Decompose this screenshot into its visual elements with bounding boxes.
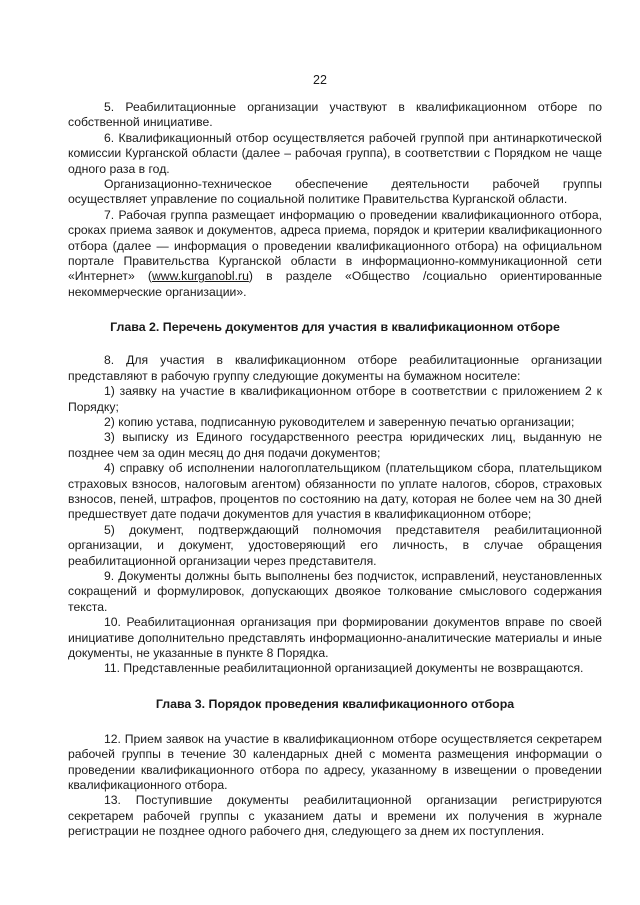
- list-item-4: 4) справку об исполнении налогоплательщиком (плательщиком сбора, плательщиком страховых взносов, налоговым агентом) обязанности по уплате налогов, сборов, страховых взносов, пеней, штрафов, процентов по состоянию на дату, которая не более чем на 30 дней предшествует дате подачи документов для участия в квалификационном отборе;: [68, 461, 602, 522]
- list-item-1: 1) заявку на участие в квалификационном отборе в соответствии с приложением 2 к Порядку;: [68, 384, 602, 414]
- chapter-2-title: Глава 2. Перечень документов для участия в квалификационном отборе: [110, 320, 560, 335]
- paragraph-7: [68, 208, 602, 300]
- portal-link[interactable]: www.kurganobl.ru: [151, 269, 249, 284]
- paragraph-9: 9. Документы должны быть выполнены без подчисток, исправлений, неустановленных сокращений и формулировок, допускающих двоякое толкование смыслового содержания текста.: [68, 568, 602, 614]
- page-number: 22: [313, 73, 327, 87]
- document-body: [68, 100, 602, 840]
- list-item-3: 3) выписку из Единого государственного реестра юридических лиц, выданную не позднее чем за один месяц до дня подачи документов;: [68, 430, 602, 460]
- paragraph-10: 10. Реабилитационная организация при формировании документов вправе по своей инициативе дополнительно представлять информационно-аналитические материалы и иные документы, не указанные в пункте 8 Порядка.: [68, 615, 602, 660]
- paragraph-7-text-b: ) в разделе «Общество /социально ориентированные некоммерческие организации».: [68, 269, 602, 299]
- paragraph-13: 13. Поступившие документы реабилитационной организации регистрируются секретарем рабочей группы с указанием даты и времени их получения в журнале регистрации не позднее одного рабочего дня, следующего за днем их поступления.: [68, 793, 602, 839]
- paragraph-7-text-a: 7. Рабочая группа размещает информацию о проведении квалификационного отбора, сроках приема заявок и документов, адреса приема, порядок и критерии квалификационного отбора (далее — информация о проведении квалификационного отбора) на официальном портале Правительства Курганской области в информационно-коммуникационной сети «Интернет» (: [68, 207, 602, 284]
- paragraph-8: 8. Для участия в квалификационном отборе реабилитационные организации представляют в рабочую группу следующие документы на бумажном носителе:: [68, 353, 602, 383]
- paragraph-6: 6. Квалификационный отбор осуществляется рабочей группой при антинаркотической комиссии Курганской области (далее – рабочая группа), в соответствии с Порядком не чаще одного раза в год.: [68, 130, 602, 176]
- paragraph-5: 5. Реабилитационные организации участвуют в квалификационном отборе по собственной инициативе.: [68, 100, 602, 130]
- paragraph-12: 12. Прием заявок на участие в квалификационном отборе осуществляется секретарем рабочей группы в течение 30 календарных дней с момента размещения информации о проведении квалификационного отбора по адресу, указанному в извещении о проведении квалификационного отбора.: [68, 731, 602, 793]
- paragraph-11: 11. Представленные реабилитационной организацией документы не возвращаются.: [104, 661, 584, 676]
- list-item-5: 5) документ, подтверждающий полномочия представителя реабилитационной организации, и документ, удостоверяющий его личность, в случае обращения реабилитационной организации через представителя.: [68, 522, 602, 568]
- chapter-3-title: Глава 3. Порядок проведения квалификационного отбора: [155, 696, 515, 711]
- paragraph-6-support: Организационно-техническое обеспечение деятельности рабочей группы осуществляет управление по социальной политике Правительства Курганской области.: [68, 177, 602, 207]
- list-item-2: 2) копию устава, подписанную руководителем и заверенную печатью организации;: [104, 414, 575, 429]
